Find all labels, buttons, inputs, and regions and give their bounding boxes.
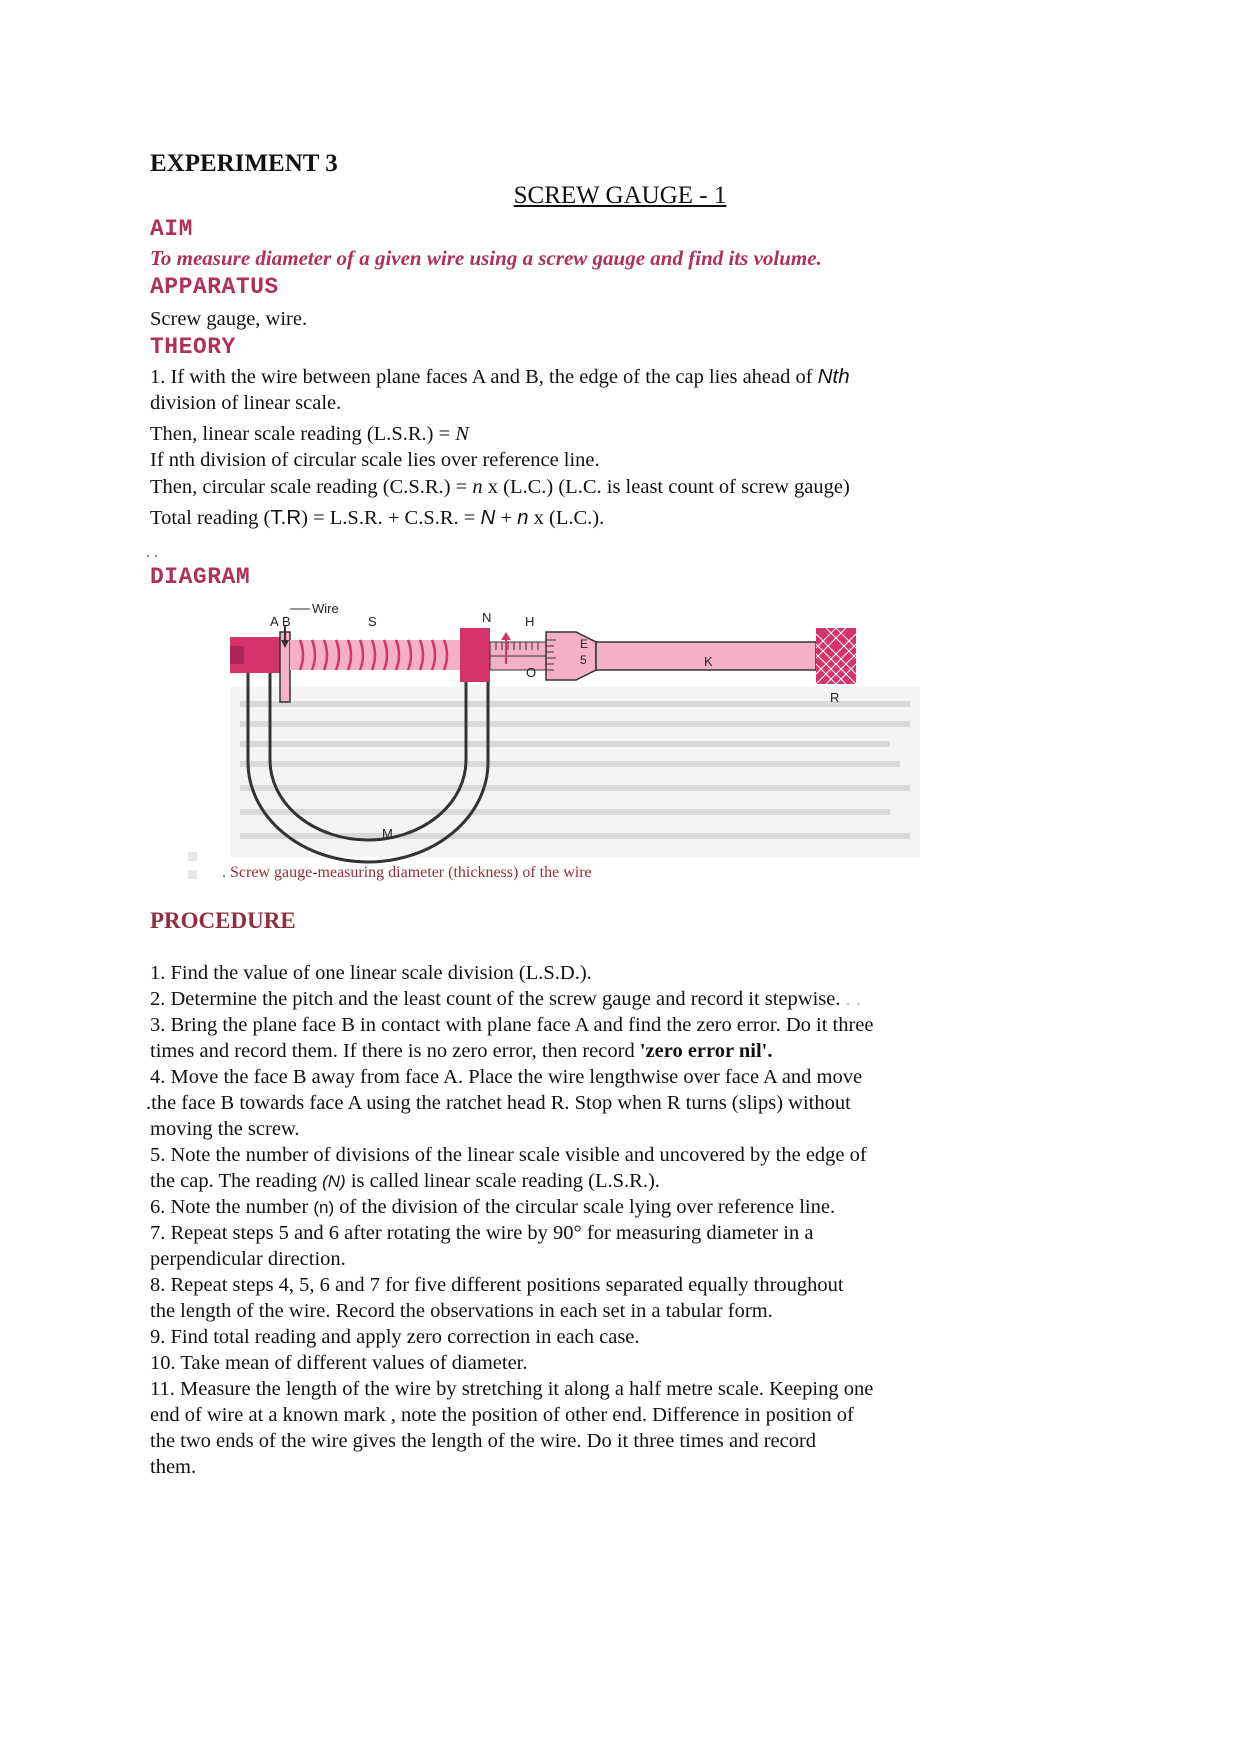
bullet-marker [188,852,197,861]
bullet-marker [188,870,197,879]
diagram-caption: . Screw gauge-measuring diameter (thickness) of the wire [222,864,592,881]
label-m: M [382,826,393,841]
label-r: R [830,690,840,705]
theory-line-5: Then, circular scale reading (C.S.R.) = n x (L.C.) (L.C. is least count of screw gauge) [150,476,850,498]
theory-heading: THEORY [150,334,236,360]
procedure-step-3a: 3. Bring the plane face B in contact with plane face A and find the zero error. Do it three [150,1014,874,1036]
label-e: E [580,637,589,651]
procedure-step-9: 9. Find total reading and apply zero correction in each case. [150,1326,640,1348]
aim-heading: AIM [150,216,193,242]
label-5: 5 [580,653,587,667]
apparatus-heading: APPARATUS [150,274,279,300]
label-o: O [526,665,537,680]
theory-line-3: Then, linear scale reading (L.S.R.) = N [150,423,469,445]
label-b: B [282,614,291,629]
theory-line-4: If nth division of circular scale lies over reference line. [150,449,600,471]
label-k: K [704,654,713,669]
procedure-step-7b: perpendicular direction. [150,1248,346,1270]
procedure-step-4c: moving the screw. [150,1118,300,1140]
label-wire: Wire [312,601,339,616]
procedure-step-11d: them. [150,1456,197,1478]
theory-line-2: division of linear scale. [150,392,342,414]
label-s: S [368,614,377,629]
procedure-step-11c: the two ends of the wire gives the length of the wire. Do it three times and record [150,1430,817,1452]
apparatus-text: Screw gauge, wire. [150,308,308,330]
diagram-heading: DIAGRAM [150,564,251,590]
thimble [546,632,596,680]
sleeve-block-n [460,628,490,682]
aim-text: To measure diameter of a given wire using a screw gauge and find its volume. [150,246,822,270]
scan-background [230,687,920,857]
label-h: H [525,614,535,629]
procedure-step-5b: the cap. The reading (N) is called linear scale reading (L.S.R.). [150,1170,660,1192]
experiment-number: EXPERIMENT 3 [150,150,338,177]
procedure-step-11a: 11. Measure the length of the wire by stretching it along a half metre scale. Keeping one [150,1378,874,1400]
procedure-step-3b: times and record them. If there is no zero error, then record 'zero error nil'. [150,1040,773,1062]
page-title: SCREW GAUGE - 1 [513,182,727,209]
screw-gauge-diagram [230,592,920,867]
ratchet-head-r [816,628,856,684]
label-n: N [482,610,492,625]
procedure-step-2: 2. Determine the pitch and the least count of the screw gauge and record it stepwise. . . [150,988,861,1010]
procedure-step-8b: the length of the wire. Record the observations in each set in a tabular form. [150,1300,773,1322]
procedure-step-1: 1. Find the value of one linear scale division (L.S.D.). [150,962,592,984]
theory-line-1: 1. If with the wire between plane faces A and B, the edge of the cap lies ahead of Nth [150,365,850,388]
procedure-step-8a: 8. Repeat steps 4, 5, 6 and 7 for five different positions separated equally throughout [150,1274,844,1296]
procedure-step-11b: end of wire at a known mark , note the position of other end. Difference in position of [150,1404,854,1426]
theory-line-6: Total reading (T.R) = L.S.R. + C.S.R. = N + n x (L.C.). [150,506,605,529]
stray-dots: . . [146,544,158,561]
procedure-step-4a: 4. Move the face B away from face A. Place the wire lengthwise over face A and move [150,1066,863,1088]
procedure-step-5a: 5. Note the number of divisions of the linear scale visible and uncovered by the edge of [150,1144,867,1166]
label-a: A [270,614,279,629]
procedure-step-7a: 7. Repeat steps 5 and 6 after rotating the wire by 90° for measuring diameter in a [150,1222,814,1244]
procedure-step-4b: .the face B towards face A using the ratchet head R. Stop when R turns (slips) without [146,1092,851,1114]
procedure-step-6: 6. Note the number (n) of the division of the circular scale lying over reference line. [150,1196,836,1218]
procedure-step-10: 10. Take mean of different values of diameter. [150,1352,528,1374]
procedure-heading: PROCEDURE [150,908,296,933]
